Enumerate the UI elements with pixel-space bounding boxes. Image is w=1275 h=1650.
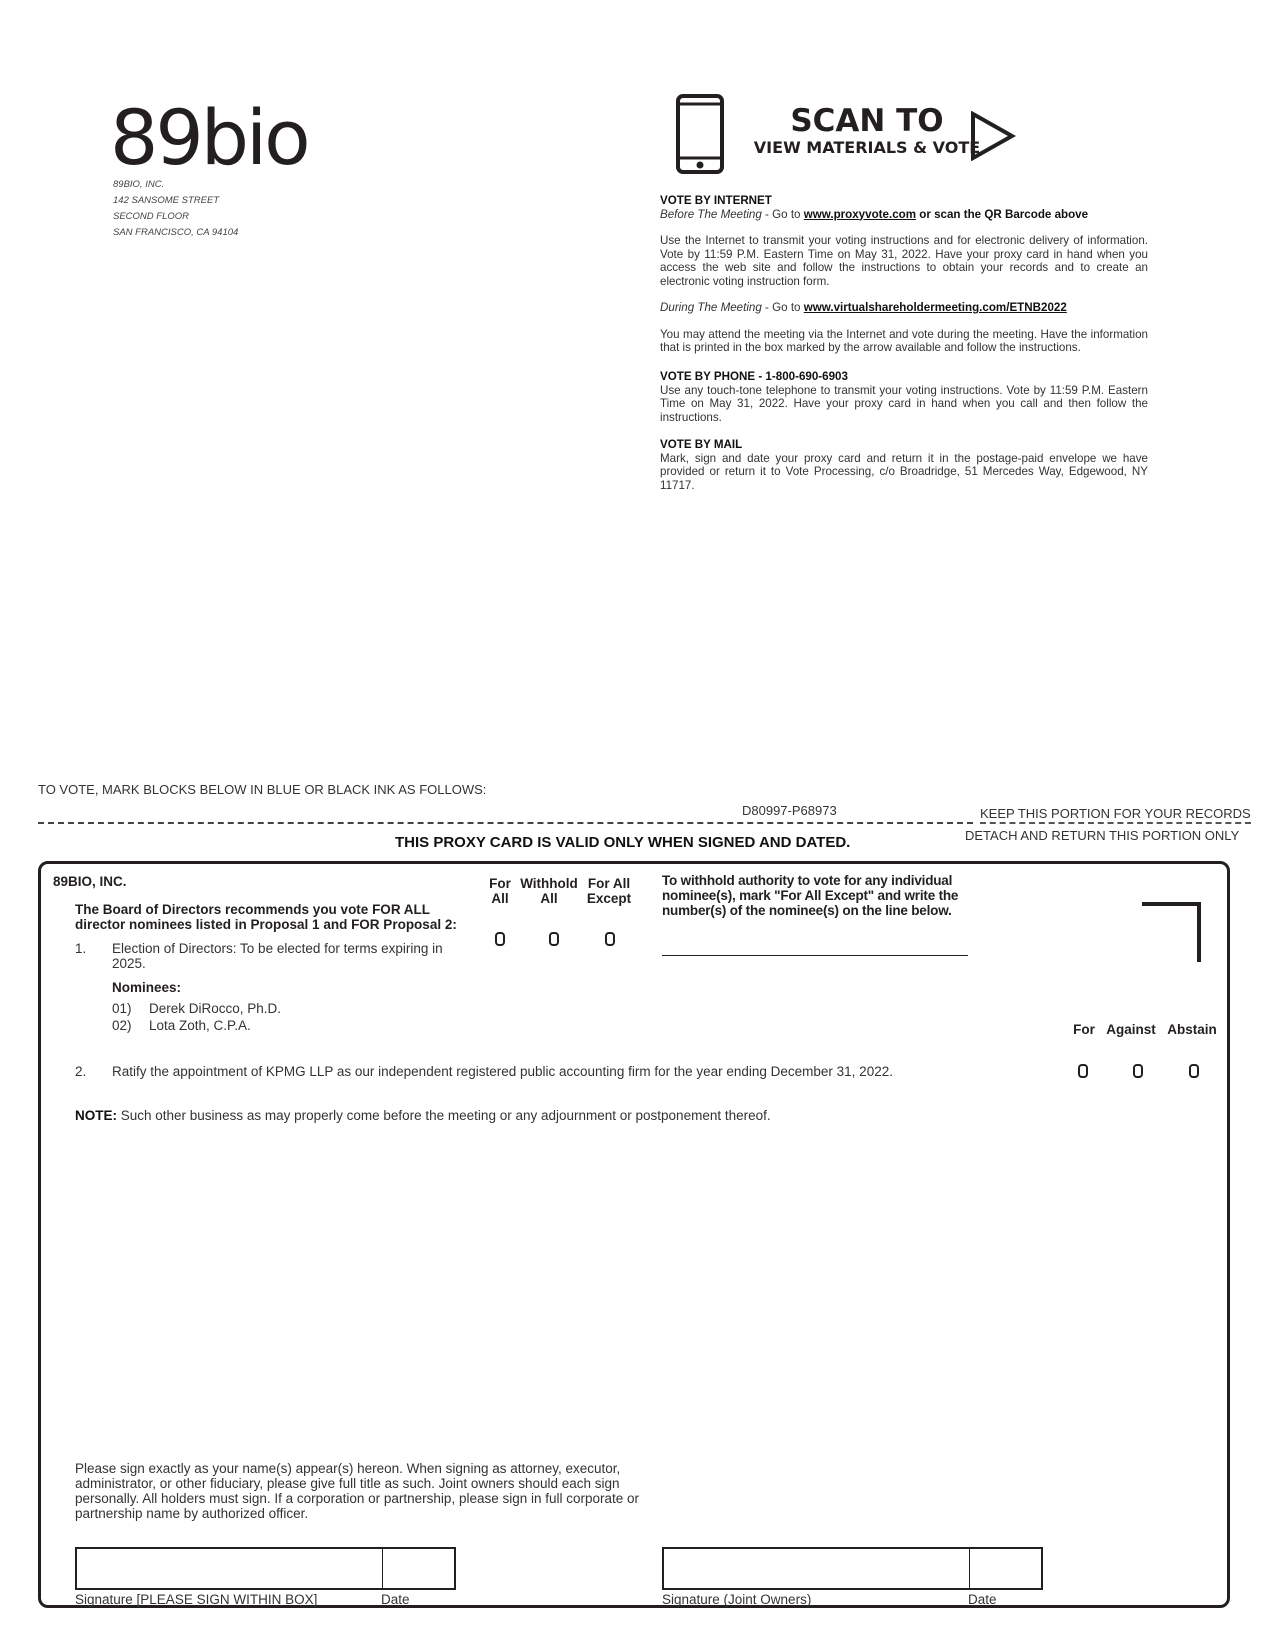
col-for-all-except	[580, 876, 638, 906]
vote-by-internet	[660, 194, 1148, 355]
signature-date-divider	[382, 1549, 383, 1588]
nominee-number: 01)	[112, 1001, 132, 1016]
keep-portion-text: KEEP THIS PORTION FOR YOUR RECORDS	[980, 806, 1251, 824]
col-withhold-all-line1: Withhold	[520, 876, 578, 891]
joint-date-label: Date	[968, 1592, 997, 1607]
internet-heading: VOTE BY INTERNET	[660, 194, 772, 207]
address-line: SAN FRANCISCO, CA 94104	[113, 227, 239, 238]
checkbox-for[interactable]	[1078, 1064, 1088, 1078]
signature-box[interactable]	[75, 1547, 456, 1590]
during-meeting-label: During The Meeting	[660, 301, 762, 314]
company-address	[113, 177, 238, 241]
before-meeting-mid: - Go to	[761, 207, 804, 221]
signature-label: Signature [PLEASE SIGN WITHIN BOX]	[75, 1592, 318, 1607]
joint-signature-label: Signature (Joint Owners)	[662, 1592, 812, 1607]
card-company-name: 89BIO, INC.	[53, 874, 127, 889]
proposal-2-text: Ratify the appointment of KPMG LLP as our independent registered public accounting firm for the year ending December 31, 2022.	[112, 1064, 893, 1079]
checkbox-for-all-except[interactable]	[605, 932, 615, 946]
detach-line	[38, 822, 973, 824]
checkbox-withhold-all[interactable]	[549, 932, 559, 946]
col-for-all-line2: All	[491, 891, 509, 906]
signing-instructions: Please sign exactly as your name(s) appear(s) hereon. When signing as attorney, executor, administrator, or other fiduciary, please give full title as such. Joint owners should each sign personally. All holders must sign. If a corporation or partnership, please sign in full corporate or partnership name by authorized officer.	[75, 1461, 640, 1521]
proposal-1-text: Election of Directors: To be elected for terms expiring in 2025.	[112, 941, 443, 971]
internet-instructions: Use the Internet to transmit your voting instructions and for electronic delivery of information. Vote by 11:59 P.M. Eastern Time on May 31, 2022. Have your proxy card in hand when you access the web site and follow the instructions to obtain your records and to create an electronic voting instruction form.	[660, 234, 1148, 288]
vote-by-mail	[660, 438, 1148, 492]
address-line: 142 SANSOME STREET	[113, 195, 220, 206]
withhold-instruction: To withhold authority to vote for any individual nominee(s), mark "For All Except" and write the number(s) of the nominee(s) on the line below.	[662, 873, 959, 918]
nominee-number: 02)	[112, 1018, 132, 1033]
scan-subtitle: VIEW MATERIALS & VOTE	[753, 138, 981, 157]
detach-portion-text: DETACH AND RETURN THIS PORTION ONLY	[965, 828, 1240, 843]
company-logo: 89bio	[110, 93, 308, 182]
col-withhold-all-line2: All	[540, 891, 558, 906]
col-against: Against	[1106, 1022, 1156, 1037]
nominee-exception-line[interactable]	[662, 955, 968, 956]
note-label: NOTE:	[75, 1108, 117, 1123]
nominees-label: Nominees:	[112, 980, 182, 995]
proposal-2-number: 2.	[75, 1064, 87, 1079]
control-number: D80997-P68973	[742, 803, 837, 818]
col-for-all	[480, 876, 520, 906]
virtual-meeting-link[interactable]: www.virtualshareholdermeeting.com/ETNB2022	[803, 301, 1067, 314]
col-for-all-except-line1: For All	[587, 876, 631, 891]
smartphone-icon	[676, 94, 724, 179]
scan-title: SCAN TO	[790, 103, 944, 139]
nominee-name: Derek DiRocco, Ph.D.	[149, 1001, 282, 1016]
nominee-name: Lota Zoth, C.P.A.	[149, 1018, 251, 1033]
proposal-1-number: 1.	[75, 941, 87, 956]
proxyvote-link[interactable]: www.proxyvote.com	[803, 207, 917, 221]
board-recommendation: The Board of Directors recommends you vote FOR ALL director nominees listed in Proposal 1 and FOR Proposal 2:	[75, 902, 457, 932]
arrow-right-icon	[970, 111, 1016, 166]
during-meeting-mid: - Go to	[761, 301, 804, 314]
vote-by-phone	[660, 370, 1148, 424]
phone-instructions: Use any touch-tone telephone to transmit your voting instructions. Vote by 11:59 P.M. Eastern Time on May 31, 2022. Have your proxy card in hand when you call and then follow the instructions.	[660, 383, 1148, 424]
col-for: For	[1073, 1022, 1095, 1037]
col-abstain: Abstain	[1167, 1022, 1217, 1037]
phone-heading: VOTE BY PHONE - 1-800-690-6903	[660, 370, 848, 383]
note-text: Such other business as may properly come before the meeting or any adjournment or postponement thereof.	[117, 1108, 771, 1123]
col-for-all-except-line2: Except	[586, 891, 632, 906]
mark-instructions: TO VOTE, MARK BLOCKS BELOW IN BLUE OR BLACK INK AS FOLLOWS:	[38, 782, 487, 797]
address-line: 89BIO, INC.	[113, 179, 165, 190]
note	[75, 1108, 975, 1123]
mail-instructions: Mark, sign and date your proxy card and return it in the postage-paid envelope we have provided or return it to Vote Processing, c/o Broadridge, 51 Mercedes Way, Edgewood, NY 11717.	[660, 451, 1148, 492]
joint-signature-date-divider	[969, 1549, 970, 1588]
mail-heading: VOTE BY MAIL	[660, 438, 743, 451]
date-label: Date	[381, 1592, 410, 1607]
checkbox-for-all[interactable]	[495, 932, 505, 946]
nominee-item	[112, 1001, 281, 1016]
valid-notice: THIS PROXY CARD IS VALID ONLY WHEN SIGNED AND DATED.	[395, 834, 851, 851]
col-withhold-all	[516, 876, 582, 906]
nominee-item	[112, 1018, 251, 1033]
address-line: SECOND FLOOR	[113, 211, 190, 222]
corner-mark	[1140, 902, 1202, 969]
during-meeting-instructions: You may attend the meeting via the Internet and vote during the meeting. Have the information that is printed in the box marked by the arrow available and follow the instructions.	[660, 327, 1148, 354]
before-meeting-tail: or scan the QR Barcode above	[916, 207, 1089, 221]
joint-signature-box[interactable]	[662, 1547, 1043, 1590]
checkbox-against[interactable]	[1133, 1064, 1143, 1078]
before-meeting-label: Before The Meeting	[660, 207, 762, 221]
checkbox-abstain[interactable]	[1189, 1064, 1199, 1078]
col-for-all-line1: For	[489, 876, 511, 891]
